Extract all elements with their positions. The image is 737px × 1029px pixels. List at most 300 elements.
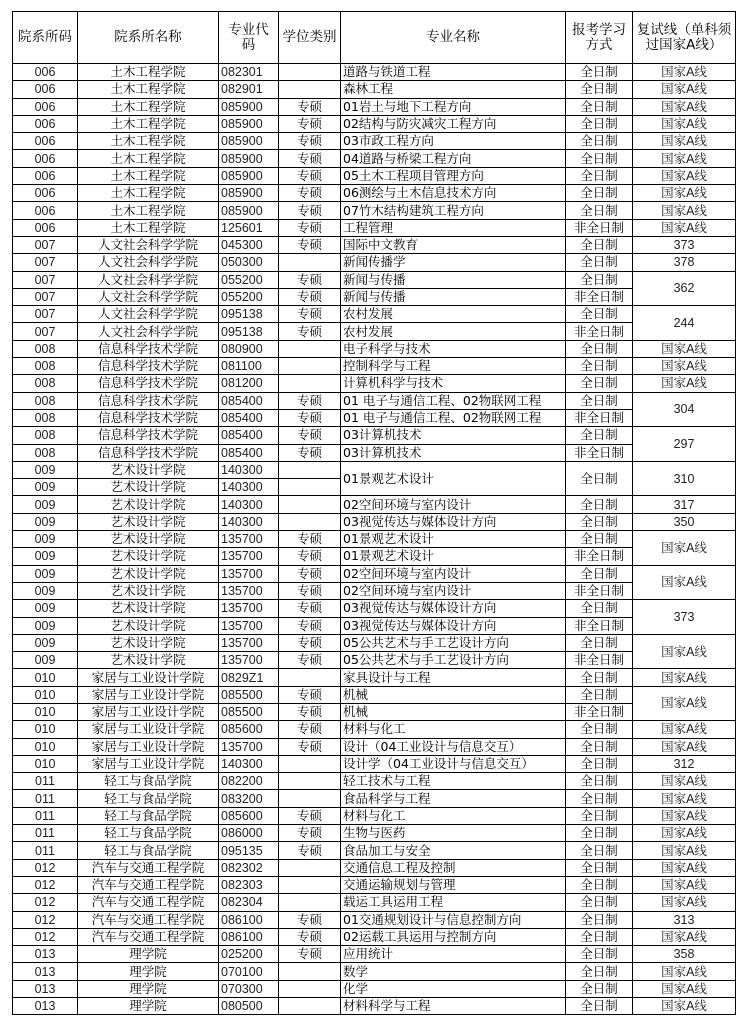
study-mode-cell: 全日制 — [566, 98, 633, 115]
table-row — [13, 392, 736, 409]
degree-cell — [279, 998, 341, 1015]
dept-name-cell: 汽车与交通工程学院 — [78, 911, 219, 928]
dept-code-cell: 009 — [13, 479, 78, 496]
dept-code-cell: 009 — [13, 617, 78, 634]
degree-cell: 专硕 — [279, 98, 341, 115]
dept-code-cell: 009 — [13, 496, 78, 513]
major-name-cell: 生物与医药 — [341, 825, 566, 842]
study-mode-cell: 全日制 — [566, 150, 633, 167]
dept-name-cell: 人文社会科学学院 — [78, 323, 219, 340]
table-row — [13, 254, 736, 271]
dept-name-cell: 土木工程学院 — [78, 219, 219, 236]
degree-cell: 专硕 — [279, 565, 341, 582]
dept-code-cell: 012 — [13, 928, 78, 945]
major-name-cell: 机械 — [341, 686, 566, 703]
degree-cell: 专硕 — [279, 271, 341, 288]
major-name-cell: 05公共艺术与手工艺设计方向 — [341, 652, 566, 669]
table-body — [13, 64, 736, 1015]
major-code-cell: 135700 — [219, 565, 279, 582]
major-name-cell: 01岩土与地下工程方向 — [341, 98, 566, 115]
dept-code-cell: 012 — [13, 911, 78, 928]
major-name-cell: 01景观艺术设计 — [341, 548, 566, 565]
study-mode-cell: 全日制 — [566, 392, 633, 409]
degree-cell: 专硕 — [279, 721, 341, 738]
major-code-cell: 085600 — [219, 721, 279, 738]
dept-code-cell: 006 — [13, 202, 78, 219]
study-mode-cell: 非全日制 — [566, 703, 633, 720]
table-row — [13, 998, 736, 1015]
major-code-cell: 085900 — [219, 150, 279, 167]
degree-cell: 专硕 — [279, 531, 341, 548]
major-code-cell: 135700 — [219, 548, 279, 565]
major-name-cell: 工程管理 — [341, 219, 566, 236]
major-code-cell: 045300 — [219, 236, 279, 253]
dept-name-cell: 信息科学技术学院 — [78, 409, 219, 426]
score-line-cell: 国家A线 — [633, 859, 736, 876]
dept-name-cell: 信息科学技术学院 — [78, 340, 219, 357]
major-code-cell: 125601 — [219, 219, 279, 236]
study-mode-cell: 全日制 — [566, 842, 633, 859]
table-row — [13, 963, 736, 980]
table-row — [13, 548, 736, 565]
degree-cell — [279, 790, 341, 807]
table-row — [13, 81, 736, 98]
table-row — [13, 496, 736, 513]
major-name-cell: 03视觉传达与媒体设计方向 — [341, 600, 566, 617]
dept-name-cell: 家居与工业设计学院 — [78, 721, 219, 738]
dept-code-cell: 008 — [13, 358, 78, 375]
score-line-cell: 国家A线 — [633, 842, 736, 859]
table-row — [13, 409, 736, 426]
major-code-cell: 080500 — [219, 998, 279, 1015]
major-name-cell: 01交通规划设计与信息控制方向 — [341, 911, 566, 928]
dept-name-cell: 理学院 — [78, 998, 219, 1015]
table-row — [13, 271, 736, 288]
score-line-cell: 国家A线 — [633, 531, 736, 566]
degree-cell: 专硕 — [279, 600, 341, 617]
major-name-cell: 应用统计 — [341, 946, 566, 963]
table-row — [13, 306, 736, 323]
dept-code-cell: 013 — [13, 980, 78, 997]
dept-code-cell: 009 — [13, 565, 78, 582]
dept-name-cell: 艺术设计学院 — [78, 617, 219, 634]
study-mode-cell: 全日制 — [566, 894, 633, 911]
degree-cell — [279, 254, 341, 271]
major-code-cell: 085500 — [219, 703, 279, 720]
dept-code-cell: 009 — [13, 513, 78, 530]
degree-cell: 专硕 — [279, 842, 341, 859]
study-mode-cell: 全日制 — [566, 133, 633, 150]
study-mode-cell: 全日制 — [566, 773, 633, 790]
table-row — [13, 755, 736, 772]
study-mode-cell: 全日制 — [566, 64, 633, 81]
study-mode-cell: 全日制 — [566, 634, 633, 651]
score-line-cell: 国家A线 — [633, 773, 736, 790]
major-name-cell: 材料与化工 — [341, 807, 566, 824]
study-mode-cell: 全日制 — [566, 81, 633, 98]
header-study-mode: 报考学习方式 — [566, 12, 633, 64]
dept-name-cell: 艺术设计学院 — [78, 479, 219, 496]
study-mode-cell: 全日制 — [566, 686, 633, 703]
dept-name-cell: 艺术设计学院 — [78, 652, 219, 669]
degree-cell: 专硕 — [279, 807, 341, 824]
header-score-line: 复试线（单科须过国家A线） — [633, 12, 736, 64]
study-mode-cell: 全日制 — [566, 911, 633, 928]
degree-cell — [279, 479, 341, 496]
dept-name-cell: 艺术设计学院 — [78, 565, 219, 582]
degree-cell: 专硕 — [279, 652, 341, 669]
major-code-cell: 055200 — [219, 271, 279, 288]
major-code-cell: 081100 — [219, 358, 279, 375]
dept-name-cell: 土木工程学院 — [78, 202, 219, 219]
degree-cell: 专硕 — [279, 617, 341, 634]
major-code-cell: 083200 — [219, 790, 279, 807]
major-code-cell: 140300 — [219, 461, 279, 478]
degree-cell: 专硕 — [279, 738, 341, 755]
score-line-cell: 313 — [633, 911, 736, 928]
dept-name-cell: 土木工程学院 — [78, 150, 219, 167]
dept-name-cell: 理学院 — [78, 963, 219, 980]
major-code-cell: 135700 — [219, 531, 279, 548]
major-name-cell: 化学 — [341, 980, 566, 997]
score-line-cell: 国家A线 — [633, 998, 736, 1015]
dept-code-cell: 006 — [13, 81, 78, 98]
table-row — [13, 375, 736, 392]
major-name-cell: 轻工技术与工程 — [341, 773, 566, 790]
major-name-cell: 交通信息工程及控制 — [341, 859, 566, 876]
major-code-cell: 070100 — [219, 963, 279, 980]
study-mode-cell: 全日制 — [566, 271, 633, 288]
header-dept-code: 院系所码 — [13, 12, 78, 64]
major-code-cell: 082301 — [219, 64, 279, 81]
major-name-cell: 03市政工程方向 — [341, 133, 566, 150]
dept-name-cell: 土木工程学院 — [78, 167, 219, 184]
dept-code-cell: 006 — [13, 64, 78, 81]
major-name-cell: 新闻与传播 — [341, 288, 566, 305]
dept-name-cell: 人文社会科学学院 — [78, 236, 219, 253]
degree-cell — [279, 64, 341, 81]
table-row — [13, 236, 736, 253]
dept-code-cell: 011 — [13, 807, 78, 824]
dept-name-cell: 人文社会科学学院 — [78, 306, 219, 323]
study-mode-cell: 全日制 — [566, 461, 633, 496]
degree-cell — [279, 963, 341, 980]
score-line-cell: 304 — [633, 392, 736, 427]
study-mode-cell: 全日制 — [566, 963, 633, 980]
study-mode-cell: 全日制 — [566, 254, 633, 271]
dept-name-cell: 信息科学技术学院 — [78, 444, 219, 461]
table-row — [13, 634, 736, 651]
dept-name-cell: 信息科学技术学院 — [78, 375, 219, 392]
header-dept-name: 院系所名称 — [78, 12, 219, 64]
score-line-cell: 国家A线 — [633, 375, 736, 392]
table-row — [13, 288, 736, 305]
score-line-cell: 362 — [633, 271, 736, 306]
score-line-cell: 国家A线 — [633, 825, 736, 842]
major-name-cell: 新闻与传播 — [341, 271, 566, 288]
study-mode-cell: 全日制 — [566, 825, 633, 842]
score-line-cell: 国家A线 — [633, 565, 736, 600]
major-name-cell: 设计（04工业设计与信息交互） — [341, 738, 566, 755]
degree-cell: 专硕 — [279, 133, 341, 150]
score-line-cell: 350 — [633, 513, 736, 530]
major-code-cell: 085900 — [219, 185, 279, 202]
major-code-cell: 095138 — [219, 323, 279, 340]
study-mode-cell: 全日制 — [566, 998, 633, 1015]
dept-code-cell: 006 — [13, 133, 78, 150]
dept-code-cell: 006 — [13, 185, 78, 202]
study-mode-cell: 全日制 — [566, 167, 633, 184]
major-name-cell: 食品科学与工程 — [341, 790, 566, 807]
score-line-cell: 国家A线 — [633, 133, 736, 150]
dept-code-cell: 007 — [13, 323, 78, 340]
study-mode-cell: 全日制 — [566, 946, 633, 963]
dept-code-cell: 006 — [13, 150, 78, 167]
table-row — [13, 600, 736, 617]
major-name-cell: 02空间环境与室内设计 — [341, 496, 566, 513]
score-line-cell: 国家A线 — [633, 928, 736, 945]
study-mode-cell: 全日制 — [566, 738, 633, 755]
table-row — [13, 773, 736, 790]
dept-code-cell: 008 — [13, 375, 78, 392]
major-code-cell: 085400 — [219, 427, 279, 444]
degree-cell: 专硕 — [279, 427, 341, 444]
table-row — [13, 842, 736, 859]
degree-cell: 专硕 — [279, 115, 341, 132]
score-line-cell: 国家A线 — [633, 634, 736, 669]
degree-cell: 专硕 — [279, 825, 341, 842]
degree-cell: 专硕 — [279, 548, 341, 565]
score-line-cell: 国家A线 — [633, 669, 736, 686]
score-line-cell: 国家A线 — [633, 790, 736, 807]
major-code-cell: 095138 — [219, 306, 279, 323]
major-name-cell: 农村发展 — [341, 306, 566, 323]
study-mode-cell: 全日制 — [566, 185, 633, 202]
dept-name-cell: 信息科学技术学院 — [78, 392, 219, 409]
table-row — [13, 617, 736, 634]
table-row — [13, 652, 736, 669]
dept-code-cell: 007 — [13, 254, 78, 271]
dept-code-cell: 007 — [13, 306, 78, 323]
study-mode-cell: 全日制 — [566, 980, 633, 997]
degree-cell: 专硕 — [279, 167, 341, 184]
major-name-cell: 07竹木结构建筑工程方向 — [341, 202, 566, 219]
score-line-cell: 国家A线 — [633, 185, 736, 202]
degree-cell: 专硕 — [279, 444, 341, 461]
header-major-code: 专业代码 — [219, 12, 279, 64]
dept-code-cell: 009 — [13, 600, 78, 617]
score-line-cell: 297 — [633, 427, 736, 462]
dept-name-cell: 艺术设计学院 — [78, 548, 219, 565]
major-code-cell: 135700 — [219, 600, 279, 617]
table-row — [13, 202, 736, 219]
dept-name-cell: 土木工程学院 — [78, 115, 219, 132]
major-name-cell: 材料与化工 — [341, 721, 566, 738]
dept-name-cell: 汽车与交通工程学院 — [78, 859, 219, 876]
major-code-cell: 135700 — [219, 617, 279, 634]
degree-cell: 专硕 — [279, 392, 341, 409]
major-code-cell: 080900 — [219, 340, 279, 357]
major-name-cell: 02运载工具运用与控制方向 — [341, 928, 566, 945]
dept-code-cell: 007 — [13, 288, 78, 305]
major-code-cell: 140300 — [219, 496, 279, 513]
degree-cell: 专硕 — [279, 236, 341, 253]
dept-code-cell: 010 — [13, 686, 78, 703]
major-name-cell: 国际中文教育 — [341, 236, 566, 253]
dept-code-cell: 008 — [13, 340, 78, 357]
degree-cell: 专硕 — [279, 306, 341, 323]
study-mode-cell: 全日制 — [566, 565, 633, 582]
dept-name-cell: 信息科学技术学院 — [78, 358, 219, 375]
dept-code-cell: 011 — [13, 825, 78, 842]
major-name-cell: 02结构与防灾减灾工程方向 — [341, 115, 566, 132]
major-code-cell: 0829Z1 — [219, 669, 279, 686]
score-line-cell: 国家A线 — [633, 358, 736, 375]
degree-cell — [279, 755, 341, 772]
study-mode-cell: 全日制 — [566, 115, 633, 132]
major-code-cell: 055200 — [219, 288, 279, 305]
header-degree: 学位类别 — [279, 12, 341, 64]
dept-name-cell: 家居与工业设计学院 — [78, 738, 219, 755]
degree-cell: 专硕 — [279, 185, 341, 202]
dept-code-cell: 008 — [13, 409, 78, 426]
degree-cell: 专硕 — [279, 582, 341, 599]
major-code-cell: 135700 — [219, 582, 279, 599]
degree-cell — [279, 876, 341, 893]
major-name-cell: 电子科学与技术 — [341, 340, 566, 357]
major-code-cell: 085600 — [219, 807, 279, 824]
study-mode-cell: 非全日制 — [566, 548, 633, 565]
major-code-cell: 081200 — [219, 375, 279, 392]
degree-cell: 专硕 — [279, 150, 341, 167]
dept-name-cell: 轻工与食品学院 — [78, 825, 219, 842]
major-code-cell: 085900 — [219, 133, 279, 150]
major-name-cell: 农村发展 — [341, 323, 566, 340]
dept-name-cell: 艺术设计学院 — [78, 531, 219, 548]
degree-cell: 专硕 — [279, 219, 341, 236]
major-code-cell: 085400 — [219, 444, 279, 461]
score-line-cell: 国家A线 — [633, 115, 736, 132]
table-row — [13, 669, 736, 686]
dept-code-cell: 006 — [13, 115, 78, 132]
table-row — [13, 946, 736, 963]
study-mode-cell: 全日制 — [566, 427, 633, 444]
table-row — [13, 167, 736, 184]
table-row — [13, 98, 736, 115]
degree-cell: 专硕 — [279, 703, 341, 720]
dept-code-cell: 013 — [13, 963, 78, 980]
study-mode-cell: 全日制 — [566, 669, 633, 686]
score-line-cell: 国家A线 — [633, 64, 736, 81]
table-row — [13, 133, 736, 150]
table-row — [13, 64, 736, 81]
dept-code-cell: 009 — [13, 634, 78, 651]
dept-code-cell: 009 — [13, 582, 78, 599]
degree-cell: 专硕 — [279, 634, 341, 651]
table-row — [13, 461, 736, 478]
table-row — [13, 150, 736, 167]
study-mode-cell: 全日制 — [566, 755, 633, 772]
dept-code-cell: 012 — [13, 876, 78, 893]
major-code-cell: 025200 — [219, 946, 279, 963]
table-row — [13, 738, 736, 755]
table-row — [13, 565, 736, 582]
major-code-cell: 082901 — [219, 81, 279, 98]
study-mode-cell: 全日制 — [566, 358, 633, 375]
study-mode-cell: 全日制 — [566, 496, 633, 513]
study-mode-cell: 全日制 — [566, 721, 633, 738]
study-mode-cell: 全日制 — [566, 790, 633, 807]
dept-code-cell: 009 — [13, 531, 78, 548]
table-row — [13, 358, 736, 375]
degree-cell — [279, 461, 341, 478]
score-line-cell: 国家A线 — [633, 167, 736, 184]
major-code-cell: 085900 — [219, 202, 279, 219]
major-name-cell: 01 电子与通信工程、02物联网工程 — [341, 392, 566, 409]
table-row — [13, 928, 736, 945]
dept-code-cell: 010 — [13, 669, 78, 686]
major-name-cell: 计算机科学与技术 — [341, 375, 566, 392]
dept-code-cell: 006 — [13, 167, 78, 184]
degree-cell: 专硕 — [279, 409, 341, 426]
dept-name-cell: 家居与工业设计学院 — [78, 686, 219, 703]
score-line-cell: 国家A线 — [633, 98, 736, 115]
dept-name-cell: 家居与工业设计学院 — [78, 703, 219, 720]
major-code-cell: 140300 — [219, 755, 279, 772]
table-row — [13, 859, 736, 876]
dept-name-cell: 人文社会科学学院 — [78, 271, 219, 288]
major-code-cell: 086100 — [219, 928, 279, 945]
major-name-cell: 材料科学与工程 — [341, 998, 566, 1015]
dept-code-cell: 013 — [13, 946, 78, 963]
dept-code-cell: 013 — [13, 998, 78, 1015]
score-line-cell: 国家A线 — [633, 963, 736, 980]
score-line-cell: 378 — [633, 254, 736, 271]
study-mode-cell: 全日制 — [566, 859, 633, 876]
table-row — [13, 894, 736, 911]
major-name-cell: 食品加工与安全 — [341, 842, 566, 859]
table-row — [13, 876, 736, 893]
dept-name-cell: 艺术设计学院 — [78, 582, 219, 599]
major-code-cell: 135700 — [219, 738, 279, 755]
major-name-cell: 01景观艺术设计 — [341, 461, 566, 496]
table-row — [13, 721, 736, 738]
dept-code-cell: 009 — [13, 461, 78, 478]
study-mode-cell: 非全日制 — [566, 323, 633, 340]
major-code-cell: 085900 — [219, 115, 279, 132]
table-row — [13, 219, 736, 236]
table-row — [13, 444, 736, 461]
dept-code-cell: 009 — [13, 652, 78, 669]
major-code-cell: 050300 — [219, 254, 279, 271]
score-line-cell: 310 — [633, 461, 736, 496]
major-name-cell: 道路与铁道工程 — [341, 64, 566, 81]
major-name-cell: 02空间环境与室内设计 — [341, 582, 566, 599]
dept-name-cell: 家居与工业设计学院 — [78, 755, 219, 772]
dept-name-cell: 理学院 — [78, 946, 219, 963]
table-row — [13, 980, 736, 997]
degree-cell: 专硕 — [279, 946, 341, 963]
score-line-cell: 国家A线 — [633, 81, 736, 98]
score-line-cell: 国家A线 — [633, 738, 736, 755]
table-row — [13, 790, 736, 807]
major-code-cell: 082200 — [219, 773, 279, 790]
study-mode-cell: 非全日制 — [566, 219, 633, 236]
study-mode-cell: 全日制 — [566, 375, 633, 392]
major-code-cell: 082302 — [219, 859, 279, 876]
dept-code-cell: 011 — [13, 790, 78, 807]
score-line-cell: 312 — [633, 755, 736, 772]
